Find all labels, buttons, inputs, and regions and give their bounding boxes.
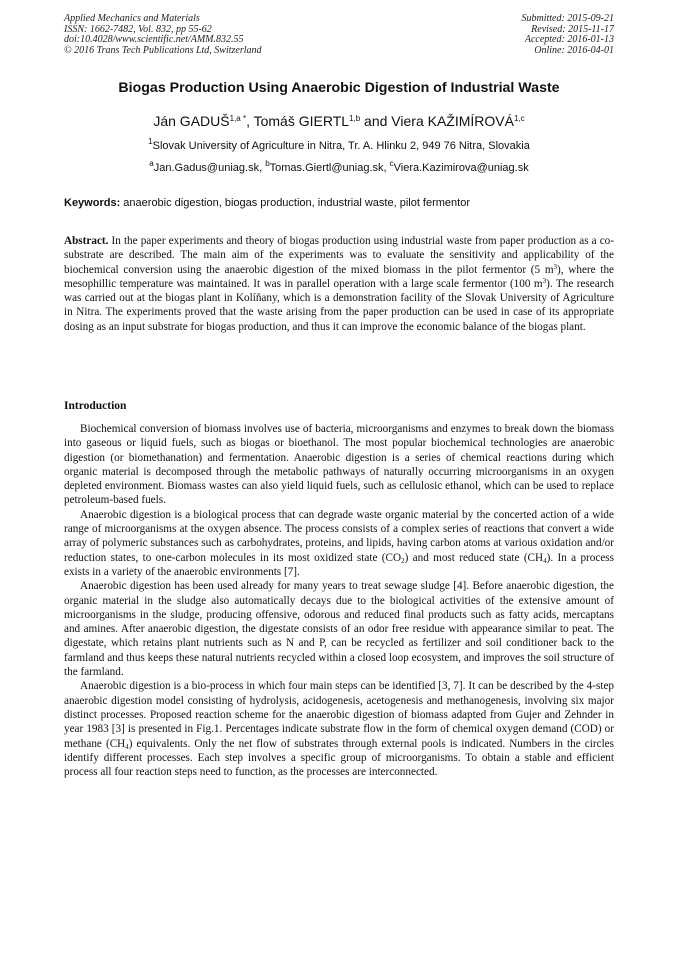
copyright-line: © 2016 Trans Tech Publications Ltd, Switzerland [64,44,262,56]
email-b-marker: b [265,159,270,168]
intro-p2-text-c: ). In a process exists in a variety of the anaerobic environments [7]. [64,551,615,578]
email-c[interactable]: Viera.Kazimirova@uniag.sk [393,162,529,174]
email-a[interactable]: Jan.Gadus@uniag.sk, [153,162,266,174]
accepted-date: Accepted: 2016-01-13 [524,34,614,46]
keywords-text: anaerobic digestion, biogas production, industrial waste, pilot fermentor [120,197,471,209]
email-a-marker: a [149,159,154,168]
abstract-text-2: ), where the mesophillic temperature was maintained. It was in parallel operation with a large scale fermentor (100 m [64,263,614,290]
online-date: Online: 2016-04-01 [534,44,614,56]
keywords [64,197,624,209]
abstract-sup-1: 3 [553,262,558,271]
intro-p2-text-a: Anaerobic digestion is a biological process that can degrade waste organic material by the concerted action of a wide range of microorganisms at the oxygen absence. The process consists of a complex series of reactions that convert a wide array of polymeric substances such as carbohydrates, proteins, and lipids, having carbon atoms at various oxidation and/or reduction states, to one-carbon molecules in its most oxidized state (CO [64,508,614,564]
email-c-marker: c [389,159,394,168]
abstract-label: Abstract. [64,235,109,247]
affiliation-text: Slovak University of Agriculture in Nitra, Tr. A. Hlinku 2, 949 76 Nitra, Slovakia [152,140,530,152]
author-list [0,113,678,129]
journal-header-left [64,14,262,56]
author-separator-2: and Viera KAŽIMÍROVÁ [360,113,514,129]
doi-line[interactable]: doi:10.4028/www.scientific.net/AMM.832.55 [64,34,244,46]
intro-p2-sub-2: 4 [543,556,547,565]
introduction-body [64,422,614,779]
intro-paragraph-2 [64,508,614,579]
abstract [64,234,614,334]
abstract-sup-2: 3 [542,276,547,285]
affiliation-number: 1 [148,137,153,146]
submitted-date: Submitted: 2015-09-21 [521,13,614,24]
intro-paragraph-4 [64,679,614,779]
intro-paragraph-1: Biochemical conversion of biomass involves use of bacteria, microorganisms and enzymes to break down the biomass into gaseous or liquid fuels, such as biogas or bioethanol. The most popular biochemical technologies are anaerobic digestion (or biomethanation) and fermentation. Anaerobic digestion is a series of chemical reactions during which organic material is decomposed through the metabolic pathways of naturally occurring microorganisms in an oxygen depleted environment. Biomass wastes can also yield liquid fuels, such as cellulosic ethanol, which can be used to replace petroleum-based fuels. [64,423,614,507]
revised-date: Revised: 2015-11-17 [531,23,614,35]
keywords-label: Keywords: [64,197,121,209]
introduction-heading: Introduction [64,400,127,412]
author-1-affil: 1,a * [229,114,247,123]
issn-line: ISSN: 1662-7482, Vol. 832, pp 55-62 [64,23,212,35]
intro-p4-text-b: ) equivalents. Only the net flow of substrates through external pools is indicated. Numbers in the circles identify different processes. Each step involves a specific group of microorganisms. To obtain a stable and efficient process all four reaction steps need to function, as the processes are interconnected. [64,737,614,779]
journal-header-right [522,14,615,56]
abstract-text-1: In the paper experiments and theory of biogas production using industrial waste from paper production as a co-substrate are described. The main aim of the experiments was to evaluate the sensitivity and applicability of the biochemical conversion using the anaerobic digestion of the mixed biomass in the pilot fermentor (5 m [64,235,614,276]
intro-p4-sub: 4 [125,742,129,751]
journal-name: Applied Mechanics and Materials [64,13,200,24]
intro-p2-text-b: ) and most reduced state (CH [404,551,544,564]
abstract-text-3: ). The research was carried out at the biogas plant in Kolíňany, which is a demonstration facility of the Slovak University of Agriculture in Nitra. The experiments proved that the waste arising from the paper production can be used in case of its appropriate dosing as an input substrate for biogas production, and thus it can improve the economic balance of the biogas plant. [64,277,614,333]
intro-paragraph-3: Anaerobic digestion has been used already for many years to treat sewage sludge [4]. Before anaerobic digestion, the organic material in the sludge also automatically decays due to the biological activities of the extensive amount of microorganisms in the sludge, producing offensive, odorous and reduced final products such as fatty acids, mercaptans and amines. After anaerobic digestion, the digestate consists of an odor free residue with appearance similar to peat. The digestate, which retains plant nutrients such as N and P, can be recycled as fertilizer and soil conditioner back to the farmland and thus keeps these natural nutrients recycled within a closed loop ecosystem, and improves the soil structure of the farmland. [64,580,614,679]
email-b[interactable]: Tomas.Giertl@uniag.sk, [269,162,390,174]
paper-title: Biogas Production Using Anaerobic Digestion of Industrial Waste [118,80,560,96]
intro-p2-sub-1: 2 [401,556,405,565]
author-1-name: Ján GADUŠ [153,113,230,129]
author-3-affil: 1,c [513,114,525,123]
affiliation [0,137,678,152]
author-2-affil: 1,b [349,114,361,123]
author-separator-1: , Tomáš GIERTL [246,113,350,129]
intro-p4-text-a: Anaerobic digestion is a bio-process in which four main steps can be identified [3, 7]. It can be described by the 4-step anaerobic digestion model consisting of hydrolysis, acidogenesis, acetogenesis and methanogenesis, involving six major distinct processes. Proposed reaction scheme for the anaerobic digestion of biomass adapted from Gujer and Zehnder in year 1983 [3] is presented in Fig.1. Percentages indicate substrate flow in the form of chemical oxygen demand (COD) or methane (CH [64,680,614,750]
author-emails [0,159,678,174]
